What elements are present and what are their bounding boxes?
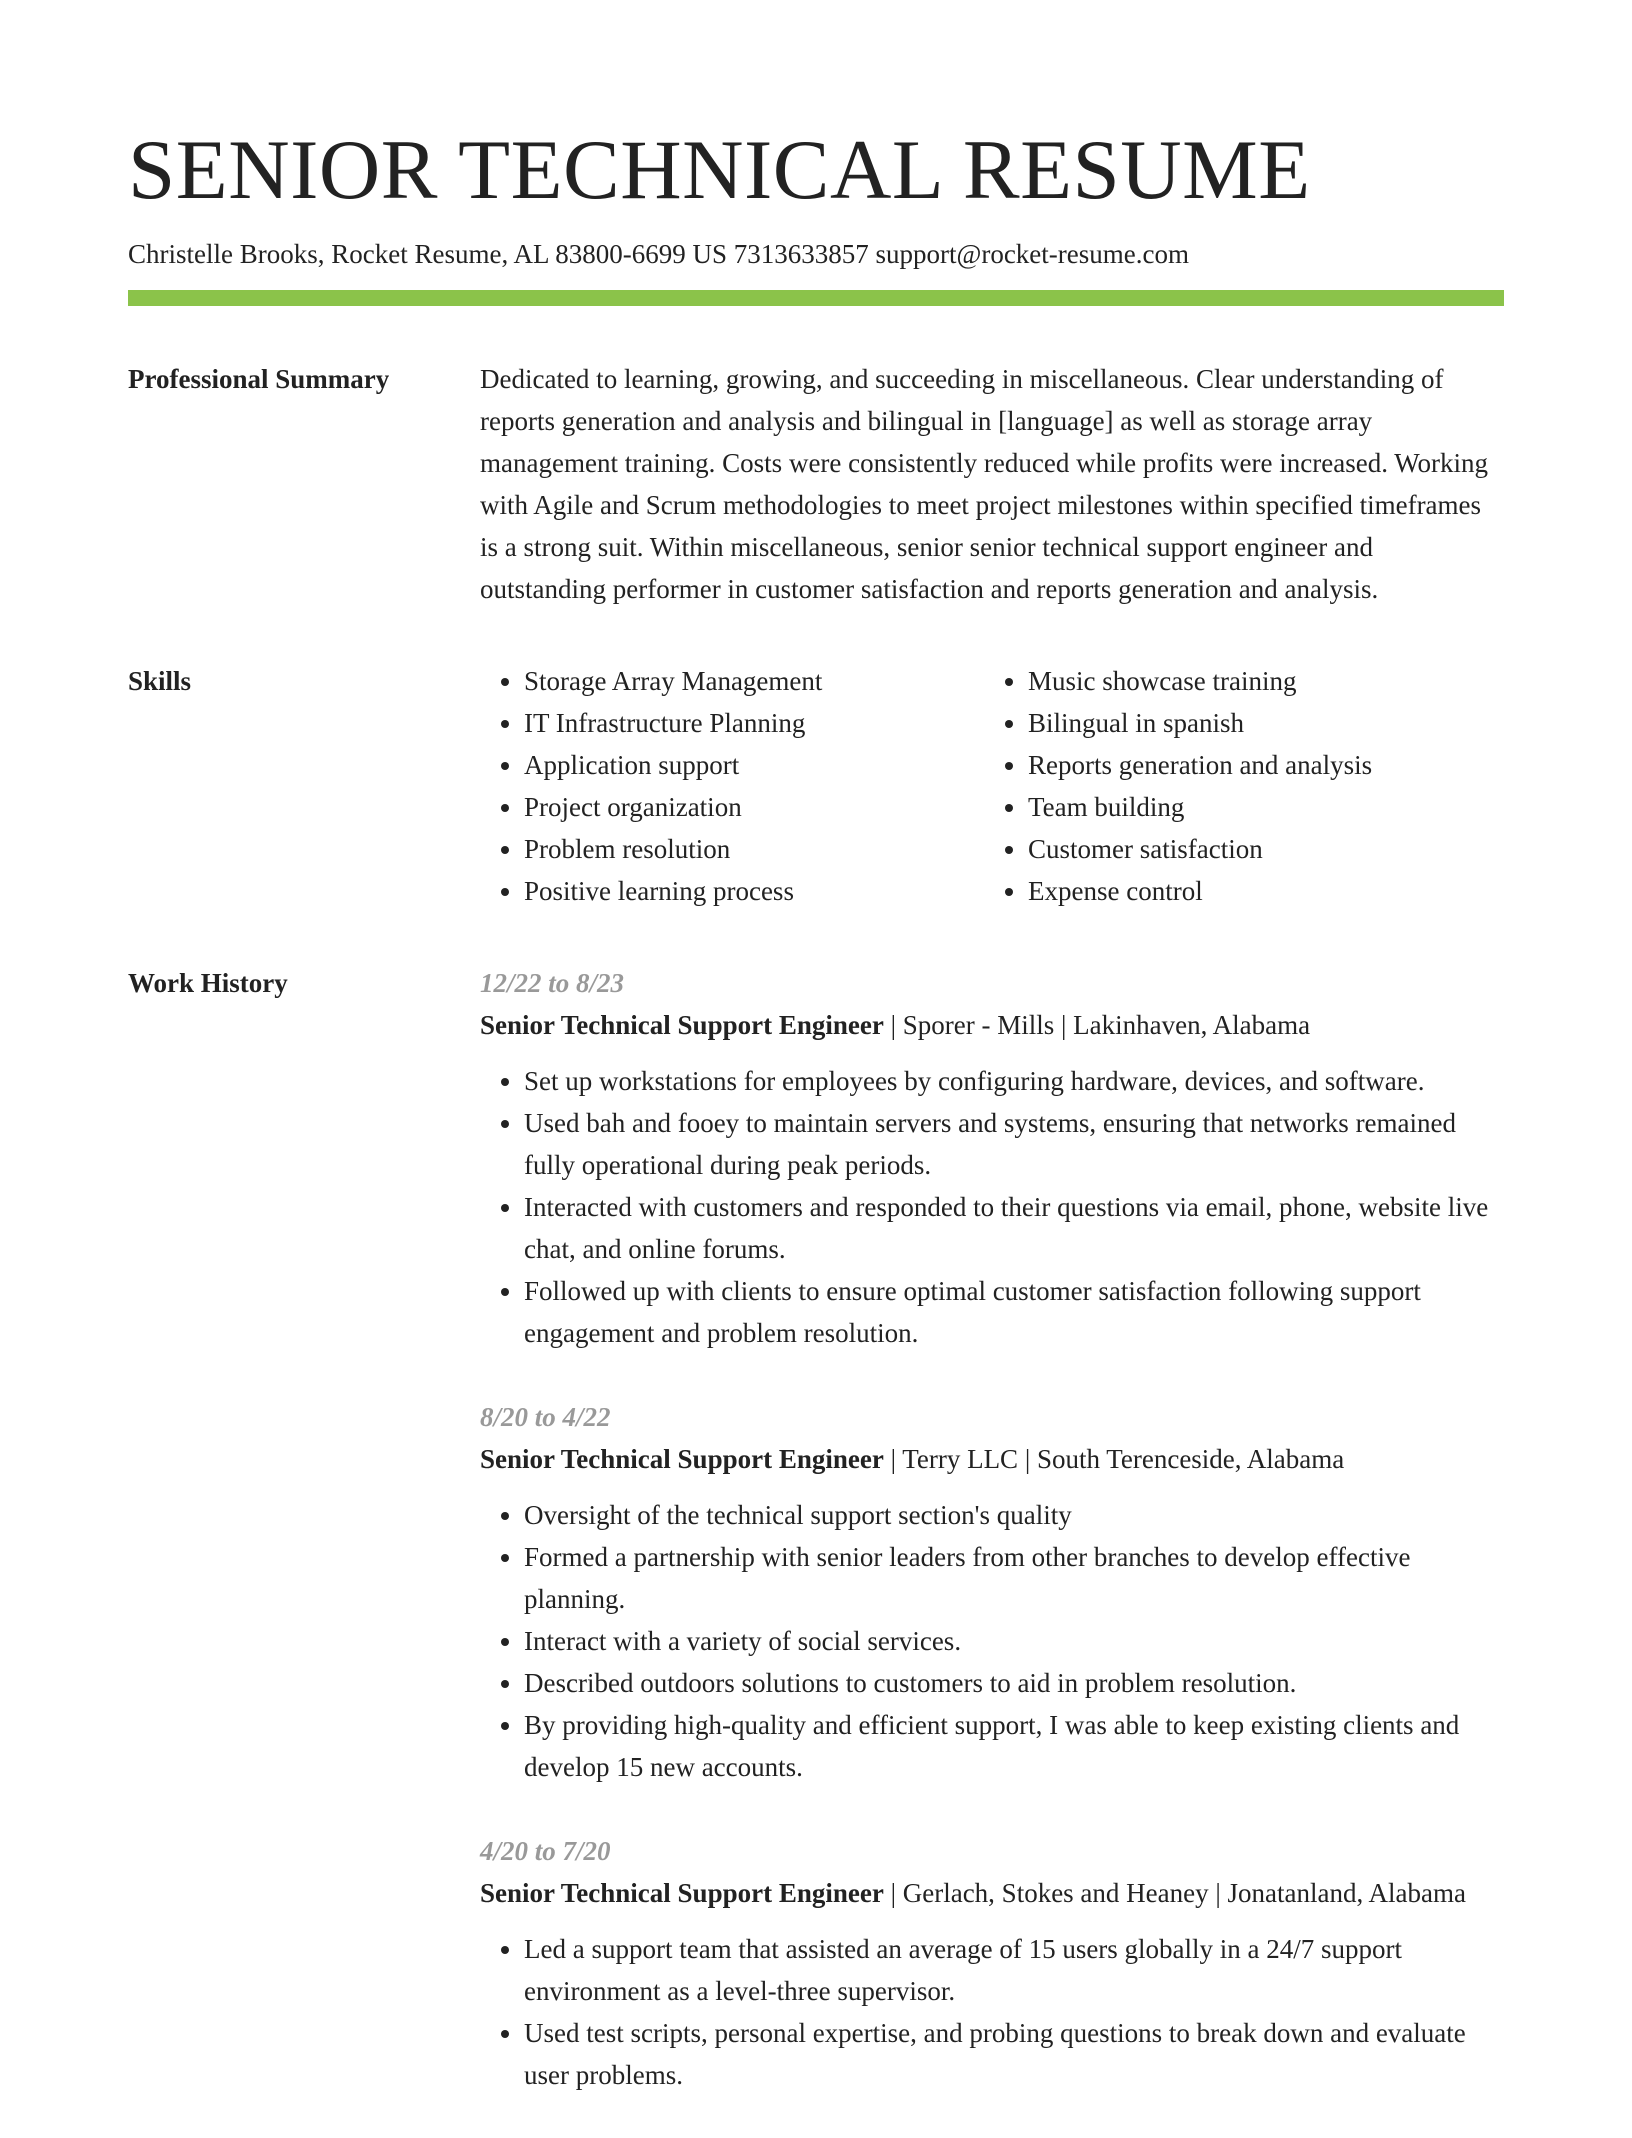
header-divider bbox=[128, 290, 1504, 306]
job-title: Senior Technical Support Engineer bbox=[480, 1878, 884, 1909]
job-company: Gerlach, Stokes and Heaney bbox=[902, 1878, 1209, 1909]
skill-item: • IT Infrastructure Planning bbox=[524, 702, 984, 744]
job-separator: | bbox=[1208, 1878, 1228, 1909]
job-company: Sporer - Mills bbox=[902, 1010, 1055, 1041]
job-separator: | bbox=[1054, 1010, 1074, 1041]
skill-item: • Bilingual in spanish bbox=[1028, 702, 1488, 744]
job-heading bbox=[480, 1004, 1504, 1046]
skill-item: • Positive learning process bbox=[524, 870, 984, 912]
job-location: South Terenceside, Alabama bbox=[1036, 1444, 1345, 1475]
job-title: Senior Technical Support Engineer bbox=[480, 1444, 884, 1475]
summary-section bbox=[128, 358, 1504, 610]
skill-item: • Customer satisfaction bbox=[1028, 828, 1488, 870]
skill-item: • Expense control bbox=[1028, 870, 1488, 912]
job-bullet: • By providing high-quality and efficient support, I was able to keep existing clients and develop 15 new accounts. bbox=[524, 1704, 1504, 1788]
summary-text: Dedicated to learning, growing, and succeeding in miscellaneous. Clear understanding of reports generation and analysis and bilingual in [language] as well as storage array management training. Costs were consistently reduced while profits were increased. Working with Agile and Scrum methodologies to meet project milestones within specified timeframes is a strong suit. Within miscellaneous, senior senior technical support engineer and outstanding performer in customer satisfaction and reports generation and analysis. bbox=[480, 364, 1489, 605]
skills-lists bbox=[480, 660, 1504, 912]
job-dates: 8/20 to 4/22 bbox=[480, 1402, 611, 1433]
contact-line: Christelle Brooks, Rocket Resume, AL 83800-6699 US 7313633857 support@rocket-resume.com bbox=[128, 239, 1189, 269]
job-separator: | bbox=[883, 1878, 903, 1909]
job-separator: | bbox=[883, 1444, 903, 1475]
job-entry bbox=[480, 1830, 1504, 2096]
skills-list-left bbox=[480, 660, 984, 912]
resume-title: SENIOR TECHNICAL RESUME bbox=[128, 123, 1311, 217]
job-separator: | bbox=[1018, 1444, 1037, 1475]
job-location: Lakinhaven, Alabama bbox=[1073, 1010, 1311, 1041]
skill-item: • Application support bbox=[524, 744, 984, 786]
job-bullet: • Described outdoors solutions to customers to aid in problem resolution. bbox=[524, 1662, 1504, 1704]
job-bullet: • Used bah and fooey to maintain servers and systems, ensuring that networks remained fully operational during peak periods. bbox=[524, 1102, 1504, 1186]
job-entry bbox=[480, 962, 1504, 1354]
job-bullet: • Set up workstations for employees by configuring hardware, devices, and software. bbox=[524, 1060, 1504, 1102]
job-bullets bbox=[480, 1060, 1504, 1354]
job-bullet: • Followed up with clients to ensure optimal customer satisfaction following support engagement and problem resolution. bbox=[524, 1270, 1504, 1354]
job-bullet: • Interacted with customers and responded to their questions via email, phone, website live chat, and online forums. bbox=[524, 1186, 1504, 1270]
job-bullet: • Oversight of the technical support section's quality bbox=[524, 1494, 1504, 1536]
work-history-section bbox=[128, 962, 1504, 2138]
job-heading bbox=[480, 1438, 1504, 1480]
job-company: Terry LLC bbox=[902, 1444, 1019, 1475]
job-bullets bbox=[480, 1928, 1504, 2096]
job-title: Senior Technical Support Engineer bbox=[480, 1010, 884, 1041]
skill-item: • Team building bbox=[1028, 786, 1488, 828]
job-bullet: • Used test scripts, personal expertise, and probing questions to break down and evaluate user problems. bbox=[524, 2012, 1504, 2096]
skill-item: • Reports generation and analysis bbox=[1028, 744, 1488, 786]
job-bullet: • Formed a partnership with senior leaders from other branches to develop effective planning. bbox=[524, 1536, 1504, 1620]
job-dates: 12/22 to 8/23 bbox=[480, 968, 625, 999]
job-entry bbox=[480, 1396, 1504, 1788]
job-heading bbox=[480, 1872, 1504, 1914]
skill-item: • Music showcase training bbox=[1028, 660, 1488, 702]
work-history-list bbox=[480, 962, 1504, 2138]
job-dates: 4/20 to 7/20 bbox=[480, 1836, 611, 1867]
job-bullets bbox=[480, 1494, 1504, 1788]
skills-list-right bbox=[984, 660, 1488, 912]
skills-heading: Skills bbox=[128, 666, 192, 697]
work-history-heading: Work History bbox=[128, 968, 288, 999]
skills-section bbox=[128, 660, 1504, 912]
job-separator: | bbox=[883, 1010, 903, 1041]
summary-heading: Professional Summary bbox=[128, 364, 390, 395]
skill-item: • Storage Array Management bbox=[524, 660, 984, 702]
skill-item: • Problem resolution bbox=[524, 828, 984, 870]
job-bullet: • Led a support team that assisted an average of 15 users globally in a 24/7 support environment as a level-three supervisor. bbox=[524, 1928, 1504, 2012]
job-bullet: • Interact with a variety of social services. bbox=[524, 1620, 1504, 1662]
job-location: Jonatanland, Alabama bbox=[1227, 1878, 1466, 1909]
skill-item: • Project organization bbox=[524, 786, 984, 828]
